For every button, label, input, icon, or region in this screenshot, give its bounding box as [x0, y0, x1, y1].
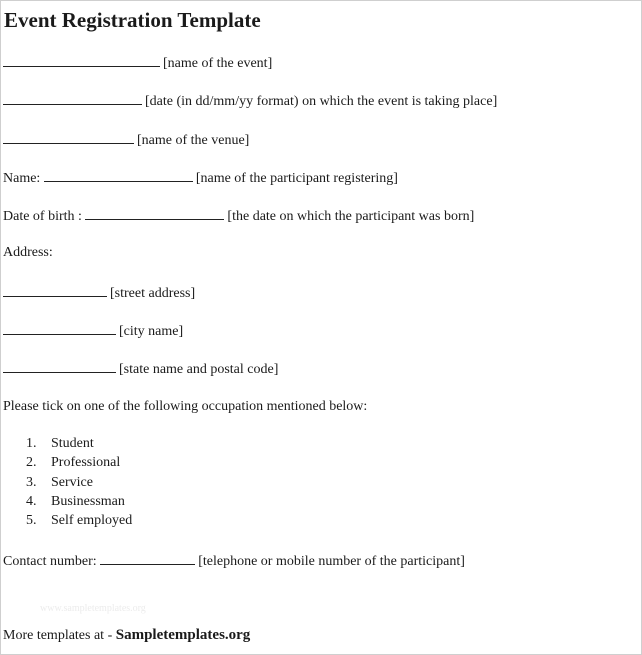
- event-name-hint: [name of the event]: [163, 56, 273, 71]
- venue-hint: [name of the venue]: [137, 133, 250, 148]
- dob-blank[interactable]: [85, 206, 224, 220]
- state-row: [3, 359, 278, 379]
- event-date-blank[interactable]: [3, 91, 142, 105]
- occupation-label: Service: [51, 474, 93, 490]
- occupation-number: 2.: [26, 455, 37, 471]
- occupation-number: 1.: [26, 436, 37, 451]
- contact-hint: [telephone or mobile number of the participant]: [198, 554, 465, 569]
- state-hint: [state name and postal code]: [119, 362, 279, 377]
- occupation-prompt: Please tick on one of the following occupation mentioned below:: [3, 399, 368, 414]
- footer-site-link[interactable]: Sampletemplates.org: [115, 627, 251, 643]
- occupation-label: Businessman: [51, 493, 125, 509]
- document-title: Event Registration Template: [4, 8, 261, 32]
- contact-row: [3, 551, 465, 571]
- occupation-label: Professional: [51, 455, 121, 471]
- contact-label: Contact number:: [3, 554, 97, 569]
- event-name-blank[interactable]: [3, 53, 160, 67]
- dob-hint: [the date on which the participant was born]: [227, 209, 475, 224]
- venue-row: [3, 130, 249, 150]
- address-label: Address:: [3, 245, 53, 260]
- dob-row: [3, 206, 474, 226]
- footer: [3, 627, 250, 644]
- event-date-row: [3, 91, 497, 111]
- occupation-number: 5.: [26, 513, 37, 529]
- street-row: [3, 283, 195, 303]
- footer-prefix: More templates at -: [3, 628, 113, 643]
- event-date-hint: [date (in dd/mm/yy format) on which the event is taking place]: [145, 94, 498, 109]
- event-name-row: [3, 53, 272, 73]
- occupation-label: Self employed: [51, 513, 133, 529]
- city-blank[interactable]: [3, 321, 116, 335]
- name-label: Name:: [3, 171, 41, 186]
- state-blank[interactable]: [3, 359, 116, 373]
- contact-blank[interactable]: [100, 551, 195, 565]
- street-blank[interactable]: [3, 283, 107, 297]
- venue-blank[interactable]: [3, 130, 134, 144]
- city-row: [3, 321, 183, 341]
- name-hint: [name of the participant registering]: [195, 171, 398, 186]
- occupation-label: Student: [51, 436, 94, 451]
- name-blank[interactable]: [44, 168, 193, 182]
- dob-label: Date of birth :: [3, 209, 82, 224]
- occupation-number: 3.: [26, 474, 37, 490]
- occupation-number: 4.: [26, 493, 37, 509]
- watermark: www.sampletemplates.org: [40, 603, 146, 614]
- street-hint: [street address]: [110, 286, 196, 301]
- participant-name-row: [3, 168, 398, 188]
- city-hint: [city name]: [119, 324, 184, 339]
